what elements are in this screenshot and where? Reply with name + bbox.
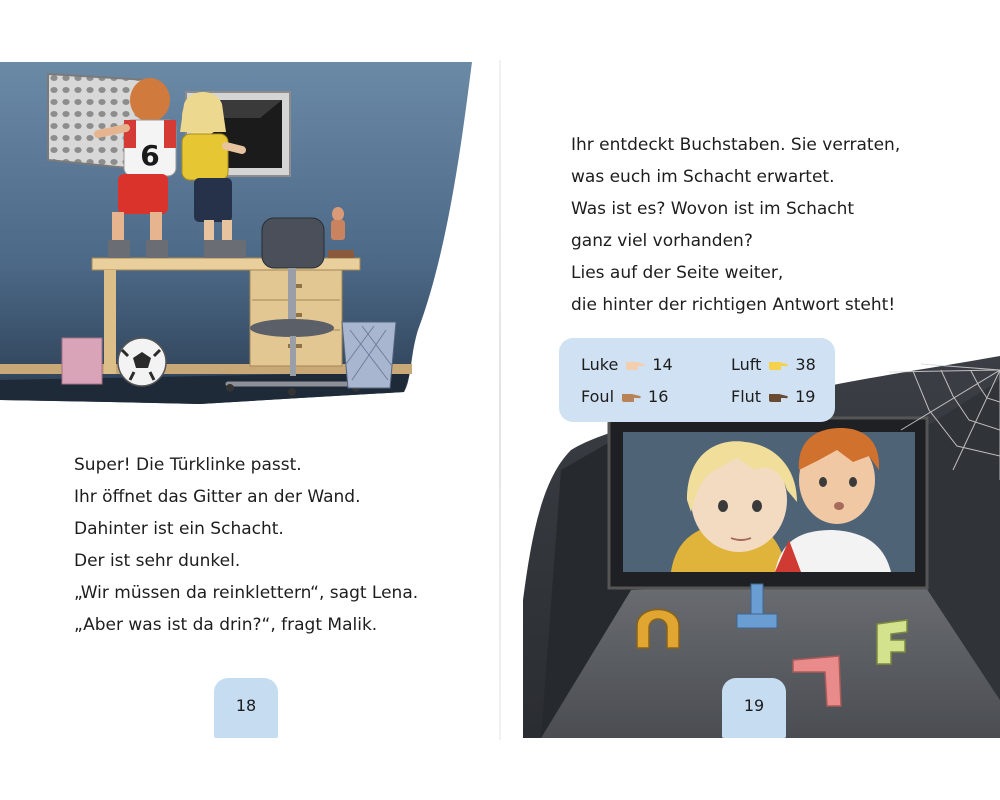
answer-choice-flut[interactable] [731, 387, 815, 406]
answer-page-number: 38 [795, 355, 816, 374]
answer-page-number: 19 [795, 387, 816, 406]
story-line: Der ist sehr dunkel. [74, 551, 241, 571]
pointing-hand-icon [767, 358, 789, 372]
story-line: Ihr entdeckt Buchstaben. Sie verraten, [571, 135, 901, 155]
pointing-hand-icon [624, 358, 646, 372]
story-line: Ihr öffnet das Gitter an der Wand. [74, 487, 361, 507]
answer-choice-luft[interactable] [731, 355, 816, 374]
right-page [501, 0, 1000, 800]
page-number-badge: 18 [214, 678, 278, 738]
story-line: Lies auf der Seite weiter, [571, 263, 784, 283]
answer-page-number: 16 [648, 387, 669, 406]
answer-page-number: 14 [652, 355, 673, 374]
story-line: was euch im Schacht erwartet. [571, 167, 835, 187]
page-number-badge: 19 [722, 678, 786, 738]
answer-word: Flut [731, 387, 762, 406]
left-story-text [74, 449, 418, 641]
story-line: die hinter der richtigen Antwort steht! [571, 295, 896, 315]
story-line: Was ist es? Wovon ist im Schacht [571, 199, 855, 219]
pointing-hand-icon [767, 390, 789, 404]
answer-word: Luft [731, 355, 762, 374]
answer-choice-luke[interactable] [581, 355, 673, 374]
answer-word: Foul [581, 387, 615, 406]
kids-at-wall-vent-illustration [0, 0, 499, 410]
answer-choices-box [559, 338, 835, 422]
story-line: Super! Die Türklinke passt. [74, 455, 302, 475]
story-line: ganz viel vorhanden? [571, 231, 753, 251]
story-line: „Aber was ist da drin?“, fragt Malik. [74, 615, 378, 635]
left-page [0, 0, 499, 800]
jersey-number: 6 [140, 139, 160, 172]
right-story-text [571, 129, 900, 321]
answer-choice-foul[interactable] [581, 387, 668, 406]
pointing-hand-icon [620, 390, 642, 404]
story-line: Dahinter ist ein Schacht. [74, 519, 284, 539]
story-line: „Wir müssen da reinklettern“, sagt Lena. [74, 583, 419, 603]
answer-word: Luke [581, 355, 619, 374]
